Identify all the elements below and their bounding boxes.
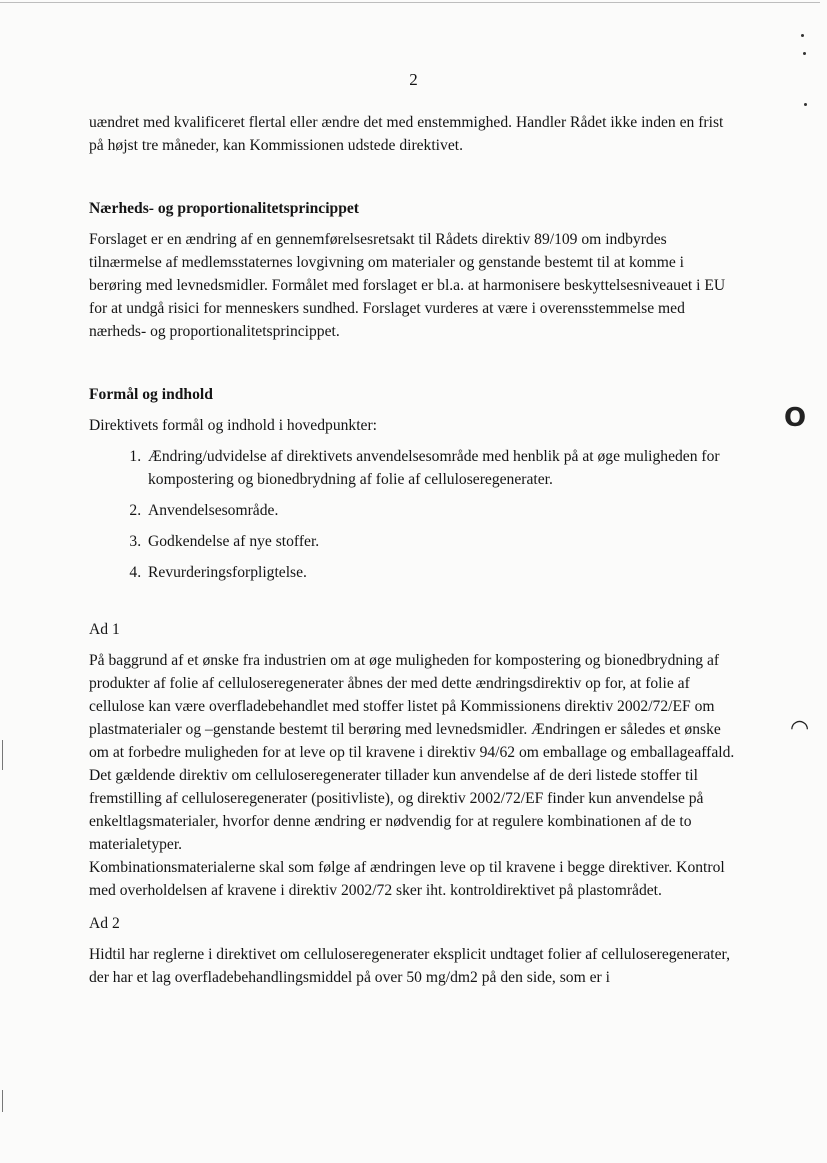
scan-speck: [801, 34, 804, 37]
section-ad1: [89, 618, 739, 902]
list-item: 1. Ændring/udvidelse af direktivets anvendelsesområde med henblik på at øge muligheden for kompostering og bionedbrydning af folie af celluloseregenerater.: [145, 445, 739, 491]
purpose-list: [89, 445, 739, 584]
scan-edge-mark: [2, 1090, 3, 1112]
section-heading-ad2: Ad 2: [89, 915, 120, 932]
section-subsidiarity: [89, 197, 739, 343]
section-ad2: [89, 912, 739, 989]
section-heading-purpose: Formål og indhold: [89, 386, 213, 403]
ad2-paragraph: Hidtil har reglerne i direktivet om celluloseregenerater eksplicit undtaget folier af celluloseregenerater, der har et lag overfladebehandlingsmiddel på over 50 mg/dm2 på den side, som er i: [89, 946, 731, 986]
scan-top-edge: [0, 2, 820, 3]
list-item: 2. Anvendelsesområde.: [145, 499, 739, 522]
ad1-paragraph-2: Kombinationsmaterialerne skal som følge af ændringen leve op til kravene i begge direktiver. Kontrol med overholdelsen af kravene i direktiv 2002/72 sker iht. kontroldirektivet på plastområdet.: [89, 859, 725, 899]
purpose-lead: Direktivets formål og indhold i hovedpunkter:: [89, 417, 377, 434]
section-purpose: [89, 383, 739, 584]
list-item: 3. Godkendelse af nye stoffer.: [145, 530, 739, 553]
scan-edge-mark: [2, 740, 3, 770]
intro-paragraph: uændret med kvalificeret flertal eller ændre det med enstemmighed. Handler Rådet ikke inden en frist på højst tre måneder, kan Kommissionen udstede direktivet.: [89, 114, 724, 154]
punch-hole-icon: ◠: [790, 716, 810, 741]
punch-hole-icon: O: [784, 403, 807, 433]
section-body-subsidiarity: Forslaget er en ændring af en gennemførelsesretsakt til Rådets direktiv 89/109 om indbyrdes tilnærmelse af medlemsstaternes lovgivning om materialer og genstande bestemt til at komme i berøring med levnedsmidler. Formålet med forslaget er bl.a. at harmonisere beskyttelsesniveauet i EU for at undgå risici for menneskers sundhed. Forslaget vurderes at være i overensstemmelse med nærheds- og proportionalitetsprincippet.: [89, 231, 726, 340]
scan-speck: [803, 52, 806, 55]
section-heading-subsidiarity: Nærheds- og proportionalitetsprincippet: [89, 200, 360, 217]
section-heading-ad1: Ad 1: [89, 621, 120, 638]
page-number: 2: [409, 70, 418, 89]
document-body: [89, 111, 739, 989]
scan-speck: [804, 103, 807, 106]
list-item: 4. Revurderingsforpligtelse.: [145, 561, 739, 584]
ad1-paragraph-1: På baggrund af et ønske fra industrien om at øge muligheden for kompostering og bionedbrydning af produkter af folie af celluloseregenerater åbnes der med dette ændringsdirektiv op for, at folie af cellulose kan være overfladebehandlet med stoffer listet på Kommissionens direktiv 2002/72/EF om plastmaterialer og –genstande bestemt til berøring med levnedsmidler. Ændringen er således et ønske om at forbedre muligheden for at leve op til kravene i direktiv 94/62 om emballage og emballageaffald. Det gældende direktiv om celluloseregenerater tillader kun anvendelse af de deri listede stoffer til fremstilling af celluloseregenerater (positivliste), og direktiv 2002/72/EF finder kun anvendelse på enkeltlagsmaterialer, hvorfor denne ændring er nødvendig for at regulere kombinationen af de to materialetyper.: [89, 652, 735, 853]
